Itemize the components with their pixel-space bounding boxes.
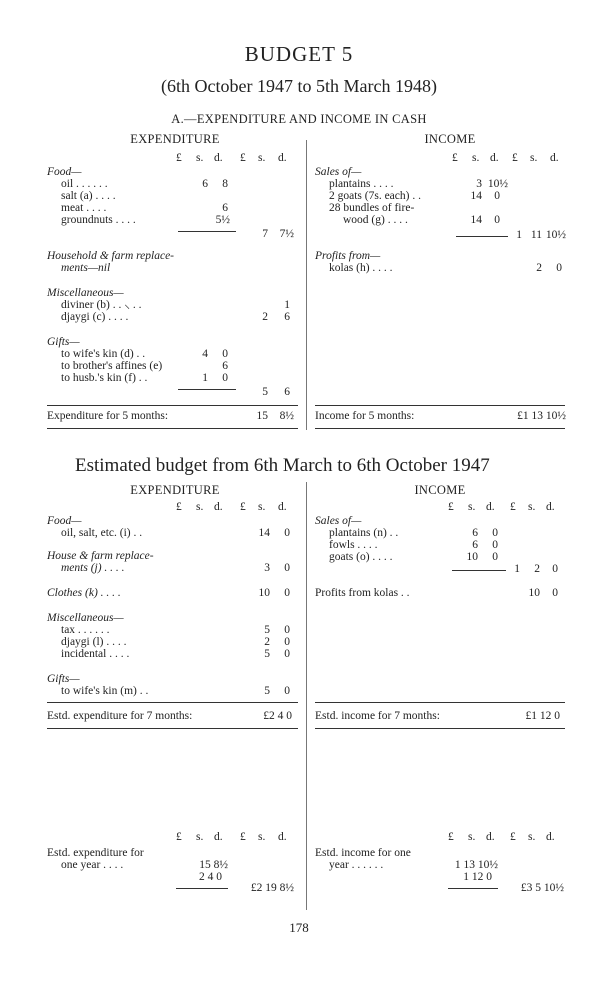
shilling-header: s. <box>468 831 476 843</box>
expenditure-total-label: Expenditure for 5 months: <box>47 410 169 422</box>
djaygi-item: djaygi (c) . . . . <box>61 311 129 323</box>
pound-header: £ <box>510 831 516 843</box>
pound-header: £ <box>452 152 458 164</box>
budget-period: (6th October 1947 to 5th March 1948) <box>161 76 437 96</box>
kolas-shillings: 2 <box>536 262 542 274</box>
pound-header: £ <box>176 831 182 843</box>
shilling-header: s. <box>196 831 204 843</box>
djaygi-shillings: 2 <box>264 636 270 648</box>
gift-wife-pence: 0 <box>222 348 228 360</box>
pence-header: d. <box>550 152 559 164</box>
gift-wife-item: to wife's kin (m) . . <box>61 685 149 697</box>
income-heading: INCOME <box>424 132 476 146</box>
year-expenditure-line-1: 15 8½ <box>199 859 228 871</box>
goats-pence: 0 <box>494 190 500 202</box>
estimated-budget-heading: Estimated budget from 6th March to 6th October 1947 <box>75 455 490 476</box>
pence-header: d. <box>278 501 287 513</box>
djaygi-item: djaygi (l) . . . . <box>61 636 127 648</box>
pence-header: d. <box>486 501 495 513</box>
shilling-header: s. <box>258 152 266 164</box>
shilling-header: s. <box>468 501 476 513</box>
house-heading: House & farm replace- <box>47 550 154 562</box>
house-pence: 0 <box>284 562 290 574</box>
kolas-item: kolas (h) . . . . <box>329 262 393 274</box>
total-rule <box>47 728 298 729</box>
plantains-pence: 10½ <box>487 178 508 190</box>
year-expenditure-total: £2 19 8½ <box>250 882 294 894</box>
year-income-line-2: 1 12 0 <box>463 871 492 883</box>
subtotal-rule <box>176 888 228 889</box>
page-number: 178 <box>289 920 309 935</box>
oil-pence: 8 <box>222 178 228 190</box>
firewood-item-cont: wood (g) . . . . <box>343 214 408 226</box>
subtotal-rule <box>178 231 236 232</box>
gifts-heading: Gifts— <box>47 673 80 685</box>
pound-header: £ <box>240 152 246 164</box>
page-title: BUDGET 5 <box>244 42 354 66</box>
clothes-pence: 0 <box>284 587 290 599</box>
pound-header: £ <box>512 152 518 164</box>
total-rule <box>315 405 565 406</box>
shilling-header: s. <box>472 152 480 164</box>
household-value: ments—nil <box>61 262 111 274</box>
fowls-pence: 0 <box>492 539 498 551</box>
diviner-item: diviner (b) . . ⸜ . . <box>61 299 142 311</box>
shilling-header: s. <box>528 831 536 843</box>
misc-heading: Miscellaneous— <box>47 612 124 624</box>
expenditure-heading: EXPENDITURE <box>130 132 220 146</box>
clothes-shillings: 10 <box>258 587 270 599</box>
shilling-header: s. <box>528 501 536 513</box>
gift-wife-pence: 0 <box>284 685 290 697</box>
gift-husb-item: to husb.'s kin (f) . . <box>61 372 148 384</box>
subtotal-rule <box>452 570 506 571</box>
pound-header: £ <box>176 152 182 164</box>
year-income-line-1: 1 13 10½ <box>454 859 498 871</box>
kolas-pence: 0 <box>556 262 562 274</box>
pence-header: d. <box>214 501 223 513</box>
pence-header: d. <box>486 831 495 843</box>
goats-item: goats (o) . . . . <box>329 551 393 563</box>
year-expenditure-line-2: 2 4 0 <box>199 871 222 883</box>
subtotal-rule <box>448 888 498 889</box>
incidental-shillings: 5 <box>264 648 270 660</box>
pence-header: d. <box>278 831 287 843</box>
fowls-shillings: 6 <box>472 539 478 551</box>
shilling-header: s. <box>530 152 538 164</box>
pound-header: £ <box>448 831 454 843</box>
gift-husb-shillings: 1 <box>202 372 208 384</box>
goats-pence: 0 <box>492 551 498 563</box>
gifts-total-shillings: 5 <box>262 386 268 398</box>
section-a-heading: A.—EXPENDITURE AND INCOME IN CASH <box>171 112 427 126</box>
pound-header: £ <box>240 501 246 513</box>
gift-wife-shillings: 4 <box>202 348 208 360</box>
income-total-label: Income for 5 months: <box>315 410 415 422</box>
djaygi-pence: 0 <box>284 636 290 648</box>
sales-total-pence: 10½ <box>545 229 566 241</box>
goats-shillings: 10 <box>466 551 478 563</box>
oil-item: oil . . . . . . <box>61 178 108 190</box>
goats-item: 2 goats (7s. each) . . <box>329 190 421 202</box>
gifts-total-pence: 6 <box>284 386 290 398</box>
groundnuts-item: groundnuts . . . . <box>61 214 136 226</box>
clothes-item: Clothes (k) . . . . <box>47 587 121 599</box>
year-expenditure-label-cont: one year . . . . <box>61 859 124 871</box>
profits-kolas-item: Profits from kolas . . <box>315 587 410 599</box>
year-income-label-cont: year . . . . . . <box>329 859 384 871</box>
djaygi-pence: 6 <box>284 311 290 323</box>
gift-husb-pence: 0 <box>222 372 228 384</box>
total-rule <box>315 702 565 703</box>
oil-salt-item: oil, salt, etc. (i) . . <box>61 527 143 539</box>
pence-header: d. <box>214 152 223 164</box>
profits-kolas-shillings: 10 <box>528 587 540 599</box>
estd-income-value: £1 12 0 <box>525 710 560 722</box>
salt-item: salt (a) . . . . <box>61 190 116 202</box>
food-total-pence: 7½ <box>279 228 294 240</box>
plantains-item: plantains (n) . . <box>329 527 399 539</box>
goats-shillings: 14 <box>470 190 482 202</box>
plantains-pence: 0 <box>492 527 498 539</box>
year-expenditure-label: Estd. expenditure for <box>47 847 144 859</box>
expenditure-heading: EXPENDITURE <box>130 483 220 497</box>
profits-heading: Profits from— <box>315 250 381 262</box>
oil-salt-pence: 0 <box>284 527 290 539</box>
gift-brother-pence: 6 <box>222 360 228 372</box>
total-rule <box>47 405 298 406</box>
estd-expenditure-value: £2 4 0 <box>263 710 292 722</box>
pence-header: d. <box>490 152 499 164</box>
column-divider <box>306 482 307 910</box>
oil-shillings: 6 <box>202 178 208 190</box>
gift-wife-shillings: 5 <box>264 685 270 697</box>
tax-item: tax . . . . . . <box>61 624 110 636</box>
expenditure-total-pence: 8½ <box>279 410 294 422</box>
fowls-item: fowls . . . . <box>329 539 378 551</box>
meat-pence: 6 <box>222 202 228 214</box>
sales-total-pence: 0 <box>552 563 558 575</box>
gift-brother-item: to brother's affines (e) <box>61 360 163 372</box>
income-heading: INCOME <box>414 483 466 497</box>
pence-header: d. <box>546 501 555 513</box>
firewood-shillings: 14 <box>470 214 482 226</box>
pence-header: d. <box>278 152 287 164</box>
sales-total-pounds: 1 <box>514 563 520 575</box>
house-item: ments (j) . . . . <box>61 562 125 574</box>
firewood-item: 28 bundles of fire- <box>329 202 415 214</box>
incidental-pence: 0 <box>284 648 290 660</box>
meat-item: meat . . . . <box>61 202 107 214</box>
estd-expenditure-label: Estd. expenditure for 7 months: <box>47 710 193 722</box>
firewood-pence: 0 <box>494 214 500 226</box>
pound-header: £ <box>448 501 454 513</box>
diviner-pence: 1 <box>284 299 290 311</box>
shilling-header: s. <box>258 831 266 843</box>
pound-header: £ <box>510 501 516 513</box>
expenditure-total-shillings: 15 <box>256 410 268 422</box>
total-rule <box>315 428 565 429</box>
misc-heading: Miscellaneous— <box>47 287 124 299</box>
shilling-header: s. <box>258 501 266 513</box>
pound-header: £ <box>176 501 182 513</box>
pound-header: £ <box>240 831 246 843</box>
sales-total-shillings: 11 <box>530 229 542 241</box>
tax-pence: 0 <box>284 624 290 636</box>
plantains-item: plantains . . . . <box>329 178 394 190</box>
shilling-header: s. <box>196 501 204 513</box>
total-rule <box>315 728 565 729</box>
pence-header: d. <box>546 831 555 843</box>
column-divider <box>306 140 307 430</box>
plantains-shillings: 3 <box>476 178 482 190</box>
incidental-item: incidental . . . . <box>61 648 130 660</box>
subtotal-rule <box>178 389 236 390</box>
profits-kolas-pence: 0 <box>552 587 558 599</box>
total-rule <box>47 702 298 703</box>
groundnuts-pence: 5½ <box>215 214 230 226</box>
estd-income-label: Estd. income for 7 months: <box>315 710 440 722</box>
house-shillings: 3 <box>264 562 270 574</box>
sales-total-shillings: 2 <box>534 563 540 575</box>
subtotal-rule <box>456 236 508 237</box>
sales-total-pounds: 1 <box>516 229 522 241</box>
djaygi-shillings: 2 <box>262 311 268 323</box>
total-rule <box>47 428 298 429</box>
sales-heading: Sales of— <box>315 166 362 178</box>
food-heading: Food— <box>47 166 82 178</box>
sales-heading: Sales of— <box>315 515 362 527</box>
oil-salt-shillings: 14 <box>258 527 270 539</box>
food-total-shillings: 7 <box>262 228 268 240</box>
plantains-shillings: 6 <box>472 527 478 539</box>
shilling-header: s. <box>196 152 204 164</box>
tax-shillings: 5 <box>264 624 270 636</box>
pence-header: d. <box>214 831 223 843</box>
gift-wife-item: to wife's kin (d) . . <box>61 348 146 360</box>
household-heading: Household & farm replace- <box>47 250 175 262</box>
income-total-value: £1 13 10½ <box>517 410 566 422</box>
year-income-total: £3 5 10½ <box>520 882 564 894</box>
food-heading: Food— <box>47 515 82 527</box>
year-income-label: Estd. income for one <box>315 847 411 859</box>
gifts-heading: Gifts— <box>47 336 80 348</box>
